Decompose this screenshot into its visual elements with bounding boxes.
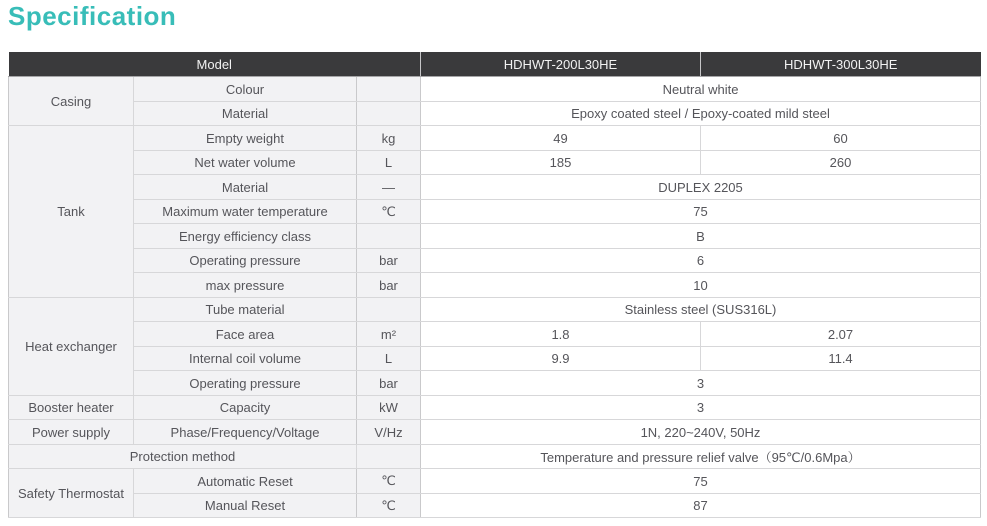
unit-cell: [357, 77, 421, 102]
value-cell: 260: [701, 150, 981, 175]
value-cell: 75: [421, 469, 981, 494]
parameter-cell: Manual Reset: [134, 493, 357, 518]
parameter-cell: Operating pressure: [134, 371, 357, 396]
unit-cell: kW: [357, 395, 421, 420]
value-cell: 10: [421, 273, 981, 298]
parameter-cell: Capacity: [134, 395, 357, 420]
table-row: [9, 469, 981, 494]
value-cell: 11.4: [701, 346, 981, 371]
value-cell: B: [421, 224, 981, 249]
parameter-cell: Maximum water temperature: [134, 199, 357, 224]
value-cell: 60: [701, 126, 981, 151]
unit-cell: bar: [357, 248, 421, 273]
parameter-cell: Empty weight: [134, 126, 357, 151]
category-cell: Power supply: [9, 420, 134, 445]
value-cell: Stainless steel (SUS316L): [421, 297, 981, 322]
unit-cell: bar: [357, 371, 421, 396]
unit-cell: [357, 101, 421, 126]
table-row: [9, 420, 981, 445]
table-row: [9, 199, 981, 224]
table-row: [9, 224, 981, 249]
value-cell: 1.8: [421, 322, 701, 347]
parameter-cell: Operating pressure: [134, 248, 357, 273]
model-300-header-cell: HDHWT-300L30HE: [701, 52, 981, 77]
category-cell: Heat exchanger: [9, 297, 134, 395]
parameter-cell: Energy efficiency class: [134, 224, 357, 249]
value-cell: Temperature and pressure relief valve（95℃/0.6Mpa）: [421, 444, 981, 469]
unit-cell: L: [357, 346, 421, 371]
category-cell: Protection method: [9, 444, 357, 469]
category-cell: Booster heater: [9, 395, 134, 420]
unit-cell: ℃: [357, 199, 421, 224]
table-row: [9, 297, 981, 322]
table-row: [9, 101, 981, 126]
unit-cell: [357, 297, 421, 322]
parameter-cell: Material: [134, 101, 357, 126]
parameter-cell: max pressure: [134, 273, 357, 298]
page-title: Specification: [8, 1, 177, 31]
table-row: [9, 444, 981, 469]
value-cell: 185: [421, 150, 701, 175]
unit-cell: [357, 224, 421, 249]
value-cell: 6: [421, 248, 981, 273]
table-row: [9, 395, 981, 420]
value-cell: Epoxy coated steel / Epoxy-coated mild steel: [421, 101, 981, 126]
table-row: [9, 346, 981, 371]
unit-cell: ℃: [357, 493, 421, 518]
value-cell: Neutral white: [421, 77, 981, 102]
table-row: [9, 77, 981, 102]
parameter-cell: Material: [134, 175, 357, 200]
category-cell: Casing: [9, 77, 134, 126]
value-cell: 87: [421, 493, 981, 518]
parameter-cell: Internal coil volume: [134, 346, 357, 371]
parameter-cell: Net water volume: [134, 150, 357, 175]
specification-table: [8, 52, 981, 519]
parameter-cell: Tube material: [134, 297, 357, 322]
unit-cell: ℃: [357, 469, 421, 494]
unit-cell: [357, 444, 421, 469]
unit-cell: kg: [357, 126, 421, 151]
table-row: [9, 126, 981, 151]
value-cell: 49: [421, 126, 701, 151]
value-cell: 75: [421, 199, 981, 224]
parameter-cell: Colour: [134, 77, 357, 102]
model-header-cell: Model: [9, 52, 421, 77]
table-row: [9, 175, 981, 200]
table-row: [9, 150, 981, 175]
table-row: [9, 273, 981, 298]
table-body: [9, 77, 981, 518]
table-row: [9, 322, 981, 347]
table-header-row: [9, 52, 981, 77]
model-200-header-cell: HDHWT-200L30HE: [421, 52, 701, 77]
table-row: [9, 248, 981, 273]
value-cell: 2.07: [701, 322, 981, 347]
unit-cell: bar: [357, 273, 421, 298]
table-row: [9, 371, 981, 396]
value-cell: 9.9: [421, 346, 701, 371]
unit-cell: m²: [357, 322, 421, 347]
category-cell: Tank: [9, 126, 134, 298]
unit-cell: L: [357, 150, 421, 175]
parameter-cell: Automatic Reset: [134, 469, 357, 494]
value-cell: 1N, 220~240V, 50Hz: [421, 420, 981, 445]
unit-cell: —: [357, 175, 421, 200]
category-cell: Safety Thermostat: [9, 469, 134, 518]
parameter-cell: Face area: [134, 322, 357, 347]
unit-cell: V/Hz: [357, 420, 421, 445]
parameter-cell: Phase/Frequency/Voltage: [134, 420, 357, 445]
value-cell: 3: [421, 371, 981, 396]
table-row: [9, 493, 981, 518]
value-cell: DUPLEX 2205: [421, 175, 981, 200]
value-cell: 3: [421, 395, 981, 420]
